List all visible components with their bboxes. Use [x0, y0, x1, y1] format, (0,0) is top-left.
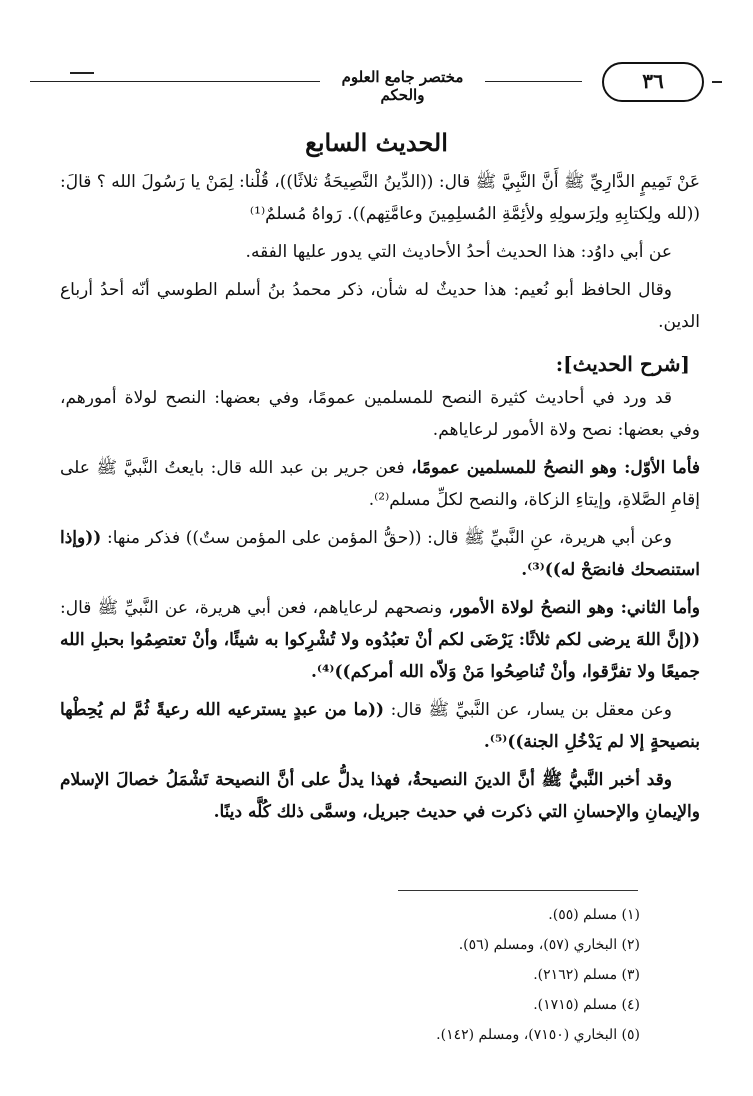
second-type-text: ونصحهم لرعاياهم، فعن أبي هريرة، عن النَّبيِّ ﷺ قال:	[60, 598, 449, 618]
footnote-4: (٤) مسلم (١٧١٥).	[533, 997, 640, 1013]
header-dash-right	[712, 81, 722, 83]
running-header	[30, 62, 722, 102]
footnote-2: (٢) البخاري (٥٧)، ومسلم (٥٦).	[458, 937, 640, 953]
commentary-heading: [شرح الحديث]:	[555, 352, 690, 376]
three-things-hadith: ((إنَّ اللهَ يرضى لكم ثلاثًا: يَرْضَى لكم أنْ تعبُدُوه ولا تُشْرِكوا به شيئًا، وأنْ تعتصِمُوا بحبلِ الله جميعًا ولا تفرَّقوا، وأنْ تُناصِحُوا مَنْ وَلاّه الله أمركم))⁽⁴⁾.	[60, 630, 700, 682]
commentary-paragraph-2	[60, 452, 700, 516]
header-dash	[70, 72, 94, 74]
page-number: ٣٦	[602, 62, 704, 102]
footnote-1: (١) مسلم (٥٥).	[548, 907, 640, 923]
second-type-lead: وأما الثاني: وهو النصحُ لولاة الأمور،	[448, 598, 700, 618]
commentary-paragraph-3	[60, 522, 700, 586]
maqil-hadith-quote: ((ما من عبدٍ يسترعيه الله رعيةً ثُمَّ لم يُحِطْها بنصيحةٍ إلا لم يَدْخُلِ الجنة))⁽⁵⁾.	[60, 700, 700, 752]
footnote-5: (٥) البخاري (٧١٥٠)، ومسلم (١٤٢).	[436, 1027, 640, 1043]
first-type-lead: فأما الأوّل: وهو النصحُ للمسلمين عمومًا،	[411, 458, 700, 478]
footnote-3: (٣) مسلم (٢١٦٢).	[533, 967, 640, 983]
abu-hurayra-hadith: وعن أبي هريرة، عنِ النَّبيِّ ﷺ قال: ((حقُّ المؤمن على المؤمن ستٌ)) فذكر منها:	[106, 528, 672, 548]
abu-nuaym-quote: وقال الحافظ أبو نُعيم: هذا حديثٌ له شأن، ذكر محمدُ بنُ أسلم الطوسي أنّه أحدُ أرباع الدين.	[60, 280, 700, 332]
chapter-title: الحديث السابع	[305, 128, 448, 157]
abu-hurayra-quote: ((وإذا استنصحك فانصَحْ له))⁽³⁾.	[60, 528, 700, 580]
commentary-paragraph-1: قد ورد في أحاديث كثيرة النصح للمسلمين عمومًا، وفي بعضها: النصح لولاة أمورهم، وفي بعضها: نصح ولاة الأمور لرعاياهم.	[60, 388, 700, 440]
commentary-paragraph-6: وقد أخبر النَّبيُّ ﷺ أنَّ الدينَ النصيحةُ، فهذا يدلُّ على أنَّ النصيحة تَشْمَلُ خصالَ الإسلام والإيمانِ والإحسانِ التي ذكرت في حديث جبريل، وسمَّى ذلك كُلَّه دينًا.	[60, 770, 700, 822]
footnote-separator	[398, 890, 638, 891]
main-text	[60, 166, 700, 834]
abu-dawud-quote: عن أبي داوُد: هذا الحديث أحدُ الأحاديث التي يدور عليها الفقه.	[245, 242, 672, 262]
hadith-text: عَنْ تَمِيمٍ الدَّارِيِّ ﷺ أَنَّ النَّبِيَّ ﷺ قال: ((الدِّينُ النَّصِيحَةُ ثلاثًا))، قُلْنا: لِمَنْ يا رَسُولَ الله ؟ قالَ: ((لله ولِكتابِهِ ولِرَسولِهِ ولأئِمَّةِ المُسلِمِينَ وعامَّتِهم)). رَواهُ مُسلمٌ⁽¹⁾	[60, 172, 700, 224]
commentary-paragraph-5	[60, 694, 700, 758]
commentary-paragraph-4	[60, 592, 700, 688]
first-type-text: فعن جرير بن عبد الله قال: بايعتُ النَّبيَّ ﷺ على إقامِ الصَّلاةِ، وإيتاءِ الزكاة، والنصح لكلِّ مسلم⁽²⁾.	[60, 458, 700, 510]
header-rule	[30, 81, 582, 82]
maqil-hadith-intro: وعن معقل بن يسار، عن النَّبيِّ ﷺ قال:	[390, 700, 673, 720]
book-title: مختصر جامع العلوم والحكم	[320, 68, 485, 90]
footnotes	[80, 900, 640, 1050]
